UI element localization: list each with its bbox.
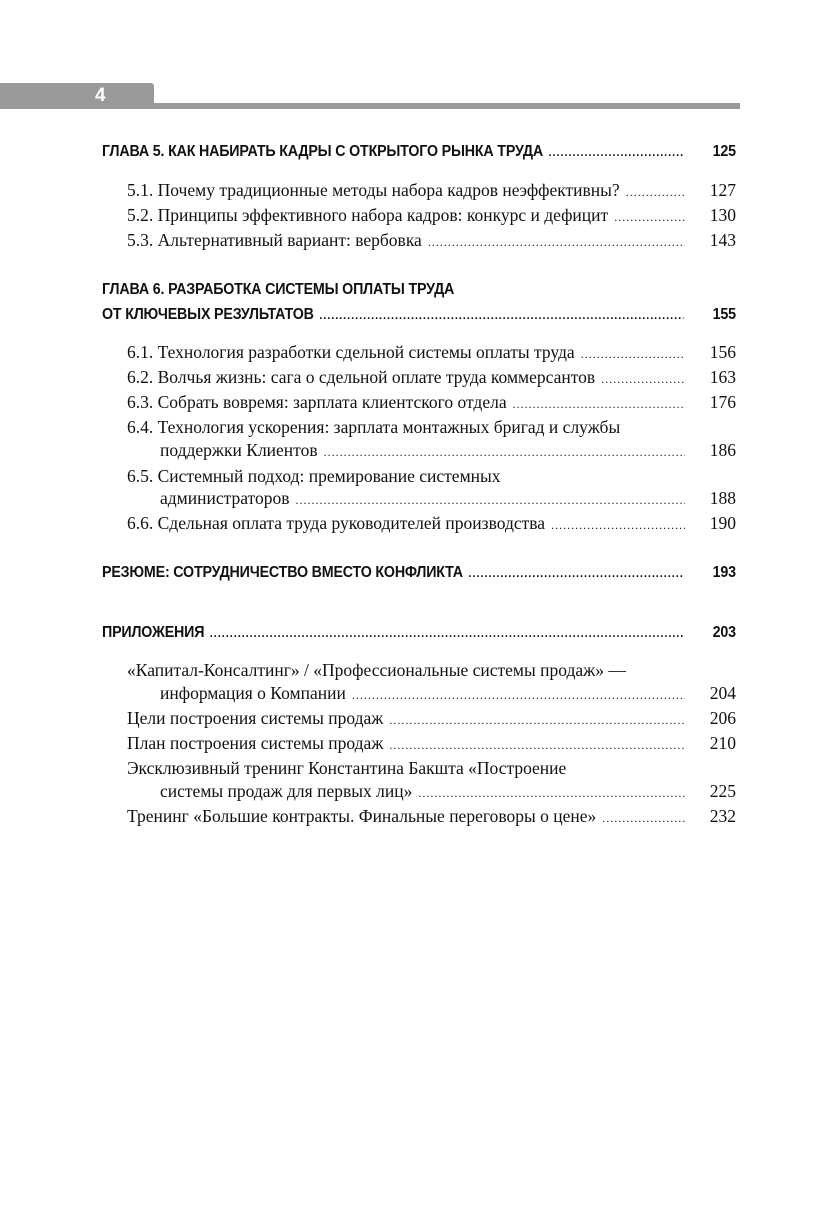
toc-entry[interactable]: [127, 660, 736, 681]
toc-label: Тренинг «Большие контракты. Финальные переговоры о цене»: [127, 806, 597, 826]
toc-entry[interactable]: [127, 205, 736, 226]
toc-label: поддержки Клиентов: [160, 440, 318, 460]
leader-dots: [389, 713, 685, 728]
toc-entry[interactable]: [127, 342, 736, 363]
toc-page-number: 127: [709, 180, 736, 200]
toc-entry[interactable]: [127, 392, 736, 413]
page-number: 4: [95, 85, 106, 106]
toc-chapter[interactable]: [102, 143, 736, 161]
toc-label: ПРИЛОЖЕНИЯ: [102, 624, 205, 641]
toc-chapter[interactable]: [102, 624, 736, 642]
leader-dots: [210, 626, 684, 640]
leader-dots: [614, 210, 685, 225]
leader-dots: [352, 688, 685, 703]
toc-entry[interactable]: [127, 758, 736, 779]
toc-page-number: 163: [709, 367, 736, 387]
leader-dots: [468, 566, 683, 580]
toc-label: ГЛАВА 5. КАК НАБИРАТЬ КАДРЫ С ОТКРЫТОГО РЫНКА ТРУДА: [102, 143, 544, 160]
leader-dots: [551, 518, 685, 533]
toc-entry[interactable]: [127, 708, 736, 729]
toc-page-number: 206: [709, 708, 736, 728]
toc-page-number: 203: [712, 624, 736, 641]
toc-page-number: 188: [709, 488, 736, 508]
toc-label: 5.1. Почему традиционные методы набора кадров неэффективны?: [127, 180, 620, 200]
toc-label: ГЛАВА 6. РАЗРАБОТКА СИСТЕМЫ ОПЛАТЫ ТРУДА: [102, 281, 455, 298]
toc-label: 6.4. Технология ускорения: зарплата монтажных бригад и службы: [127, 417, 621, 437]
leader-dots: [626, 185, 685, 200]
toc-chapter[interactable]: [102, 564, 736, 582]
toc-entry[interactable]: [160, 440, 736, 461]
toc-entry[interactable]: [127, 806, 736, 827]
toc-label: администраторов: [160, 488, 290, 508]
toc-entry[interactable]: [160, 488, 736, 509]
toc-page-number: 156: [709, 342, 736, 362]
leader-dots: [602, 811, 685, 826]
toc-label: 6.6. Сдельная оплата труда руководителей производства: [127, 513, 546, 533]
toc-entry[interactable]: [127, 417, 736, 438]
header-rule: [0, 103, 740, 109]
toc-page-number: 130: [709, 205, 736, 225]
toc-entry[interactable]: [127, 367, 736, 388]
toc-entry[interactable]: [127, 180, 736, 201]
toc-entry[interactable]: [160, 683, 736, 704]
toc-label: 6.2. Волчья жизнь: сага о сдельной оплате труда коммерсантов: [127, 367, 596, 387]
leader-dots: [549, 145, 684, 159]
toc-entry[interactable]: [127, 230, 736, 251]
toc-page-number: 204: [709, 683, 736, 703]
toc-label: 6.3. Собрать вовремя: зарплата клиентского отдела: [127, 392, 507, 412]
toc-label: Цели построения системы продаж: [127, 708, 384, 728]
toc-page-number: 225: [709, 781, 736, 801]
leader-dots: [389, 738, 685, 753]
leader-dots: [295, 493, 685, 508]
toc-page-number: 143: [709, 230, 736, 250]
leader-dots: [319, 308, 683, 322]
toc-page-number: 186: [709, 440, 736, 460]
toc-label: 5.3. Альтернативный вариант: вербовка: [127, 230, 422, 250]
toc-label: РЕЗЮМЕ: СОТРУДНИЧЕСТВО ВМЕСТО КОНФЛИКТА: [102, 564, 463, 581]
leader-dots: [428, 235, 685, 250]
leader-dots: [324, 445, 685, 460]
toc-page-number: 176: [709, 392, 736, 412]
leader-dots: [581, 347, 685, 362]
leader-dots: [418, 786, 685, 801]
toc-chapter[interactable]: [102, 306, 736, 324]
toc-label: 6.1. Технология разработки сдельной системы оплаты труда: [127, 342, 575, 362]
toc-entry[interactable]: [127, 733, 736, 754]
toc-label: системы продаж для первых лиц»: [160, 781, 413, 801]
toc-page-number: 125: [712, 143, 736, 160]
toc-page-number: 193: [712, 564, 736, 581]
leader-dots: [601, 372, 685, 387]
toc-label: 6.5. Системный подход: премирование системных: [127, 466, 501, 486]
toc-entry[interactable]: [160, 781, 736, 802]
toc-entry[interactable]: [127, 466, 736, 487]
toc-label: ОТ КЛЮЧЕВЫХ РЕЗУЛЬТАТОВ: [102, 306, 314, 323]
toc-label: информация о Компании: [160, 683, 346, 703]
toc-label: Эксклюзивный тренинг Константина Бакшта «Построение: [127, 758, 567, 778]
toc-entry[interactable]: [127, 513, 736, 534]
toc-chapter[interactable]: [102, 281, 736, 299]
toc-page-number: 190: [709, 513, 736, 533]
toc-page-number: 210: [709, 733, 736, 753]
toc-page-number: 232: [709, 806, 736, 826]
toc-label: План построения системы продаж: [127, 733, 384, 753]
toc-label: «Капитал-Консалтинг» / «Профессиональные системы продаж» —: [127, 660, 626, 680]
leader-dots: [513, 397, 685, 412]
toc-page-number: 155: [712, 306, 736, 323]
toc-label: 5.2. Принципы эффективного набора кадров: конкурс и дефицит: [127, 205, 609, 225]
